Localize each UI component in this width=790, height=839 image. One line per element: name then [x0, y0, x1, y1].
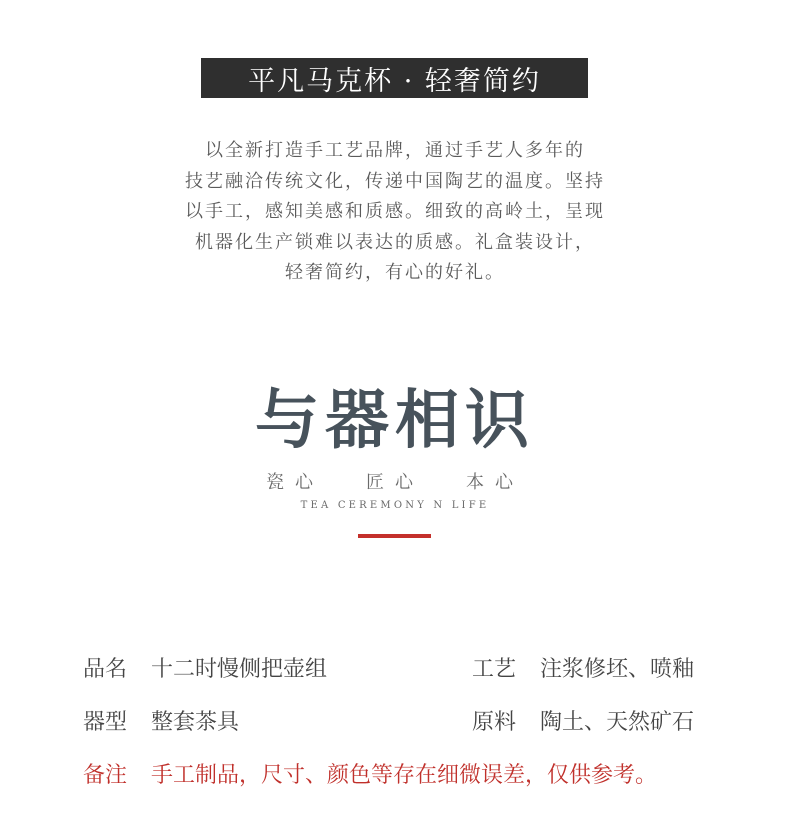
intro-paragraph [120, 136, 670, 289]
spec-label: 品名 [83, 657, 128, 682]
spec-name [83, 656, 327, 684]
intro-line: 以手工，感知美感和质感。细致的高岭土，呈现 [185, 201, 605, 222]
spec-value: 陶土、天然矿石 [540, 710, 695, 735]
spec-material [472, 709, 694, 737]
spec-type [83, 709, 239, 737]
spec-label: 器型 [83, 710, 128, 735]
banner-title: 平凡马克杯 · 轻奢简约 [248, 65, 541, 97]
intro-line: 轻奢简约，有心的好礼。 [285, 262, 505, 283]
spec-label: 原料 [472, 710, 517, 735]
spec-note [83, 762, 657, 790]
subtitle-word: 瓷心 [266, 472, 324, 493]
spec-value: 注浆修坯、喷釉 [540, 657, 695, 682]
divider-line [358, 534, 431, 538]
subtitle-word: 本心 [466, 472, 524, 493]
section-subtitle-en: TEA CEREMONY N LIFE [300, 500, 490, 511]
spec-value: 十二时慢侧把壶组 [151, 657, 328, 682]
spec-craft [472, 656, 694, 684]
spec-value: 整套茶具 [151, 710, 240, 735]
intro-line: 以全新打造手工艺品牌，通过手艺人多年的 [205, 140, 585, 161]
spec-label: 备注 [83, 763, 128, 788]
spec-label: 工艺 [472, 657, 517, 682]
title-banner [201, 58, 588, 98]
subtitle-word: 匠心 [366, 472, 424, 493]
spec-value: 手工制品，尺寸、颜色等存在细微误差，仅供参考。 [151, 763, 658, 788]
section-subtitle-cn [0, 468, 790, 494]
intro-line: 机器化生产锁难以表达的质感。礼盒装设计， [195, 231, 595, 253]
section-heading: 与器相识 [255, 384, 535, 458]
intro-line: 技艺融洽传统文化，传递中国陶艺的温度。坚持 [185, 170, 605, 192]
